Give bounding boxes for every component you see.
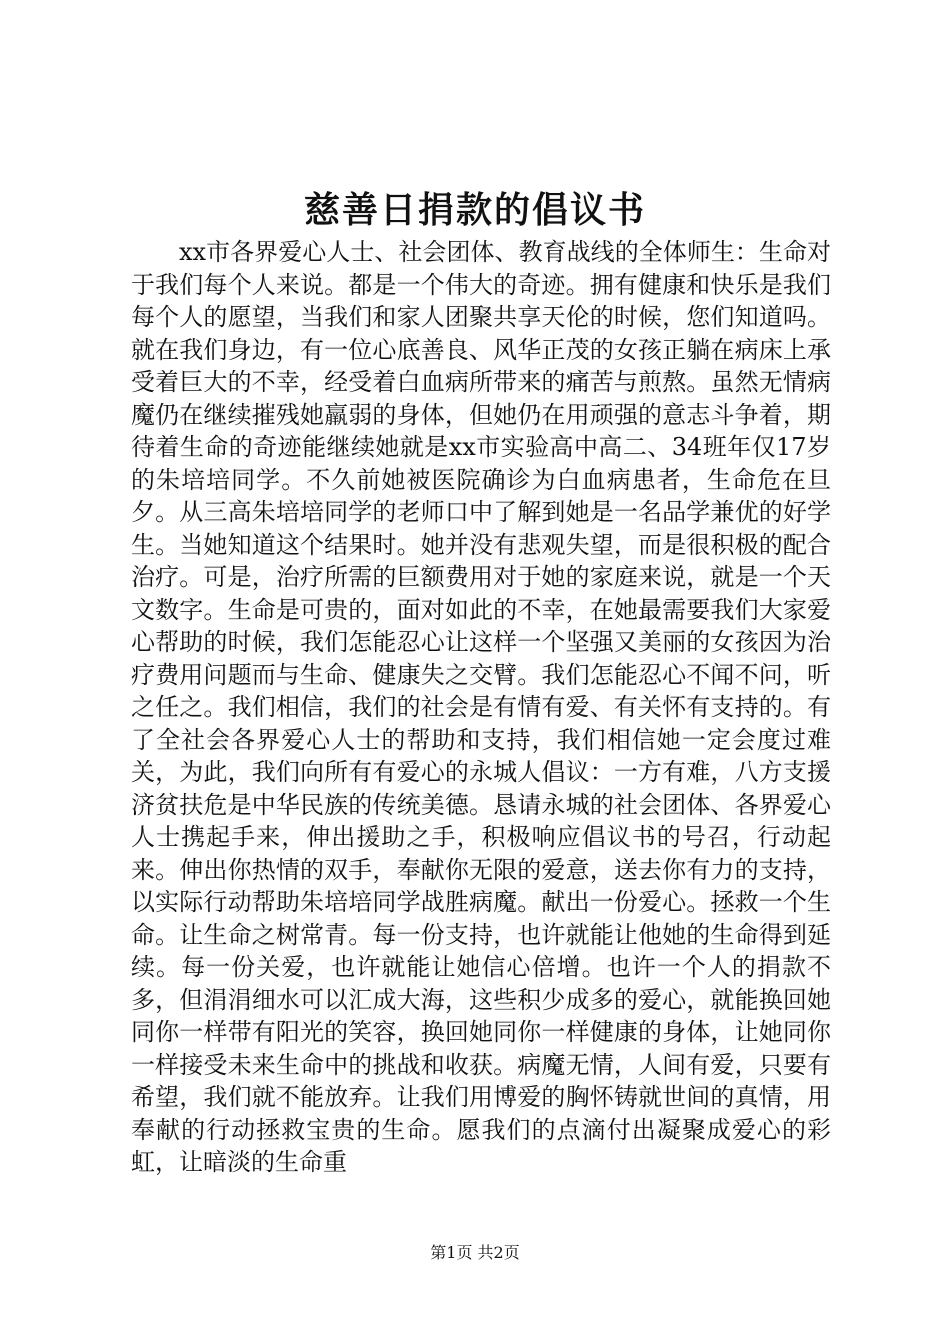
document-title: 慈善日捐款的倡议书 (303, 189, 646, 231)
page-number-footer: 第1页 共2页 (430, 1243, 520, 1262)
document-body-paragraph: xx市各界爱心人士、社会团体、教育战线的全体师生：生命对于我们每个人来说。都是一个伟大的奇迹。拥有健康和快乐是我们每个人的愿望，当我们和家人团聚共享天伦的时候，您们知道吗。就在我们身边，有一位心底善良、风华正茂的女孩正躺在病床上承受着巨大的不幸，经受着白血病所带来的痛苦与煎熬。虽然无情病魔仍在继续摧残她羸弱的身体，但她仍在用顽强的意志斗争着，期待着生命的奇迹能继续她就是xx市实验高中高二、34班年仅17岁的朱培培同学。不久前她被医院确诊为白血病患者，生命危在旦夕。从三高朱培培同学的老师口中了解到她是一名品学兼优的好学生。当她知道这个结果时。她并没有悲观失望，而是很积极的配合治疗。可是，治疗所需的巨额费用对于她的家庭来说，就是一个天文数字。生命是可贵的，面对如此的不幸，在她最需要我们大家爱心帮助的时候，我们怎能忍心让这样一个坚强又美丽的女孩因为治疗费用问题而与生命、健康失之交臂。我们怎能忍心不闻不问，听之任之。我们相信，我们的社会是有情有爱、有关怀有支持的。有了全社会各界爱心人士的帮助和支持，我们相信她一定会度过难关，为此，我们向所有有爱心的永城人倡议：一方有难，八方支援济贫扶危是中华民族的传统美德。恳请永城的社会团体、各界爱心人士携起手来，伸出援助之手，积极响应倡议书的号召，行动起来。伸出你热情的双手，奉献你无限的爱意，送去你有力的支持，以实际行动帮助朱培培同学战胜病魔。献出一份爱心。拯救一个生命。让生命之树常青。每一份支持，也许就能让他她的生命得到延续。每一份关爱，也许就能让她信心倍增。也许一个人的捐款不多，但涓涓细水可以汇成大海，这些积少成多的爱心，就能换回她同你一样带有阳光的笑容，换回她同你一样健康的身体，让她同你一样接受未来生命中的挑战和收获。病魔无情，人间有爱，只要有希望，我们就不能放弃。让我们用博爱的胸怀铸就世间的真情，用奉献的行动拯救宝贵的生命。愿我们的点滴付出凝聚成爱心的彩虹，让暗淡的生命重 (131, 238, 831, 1176)
